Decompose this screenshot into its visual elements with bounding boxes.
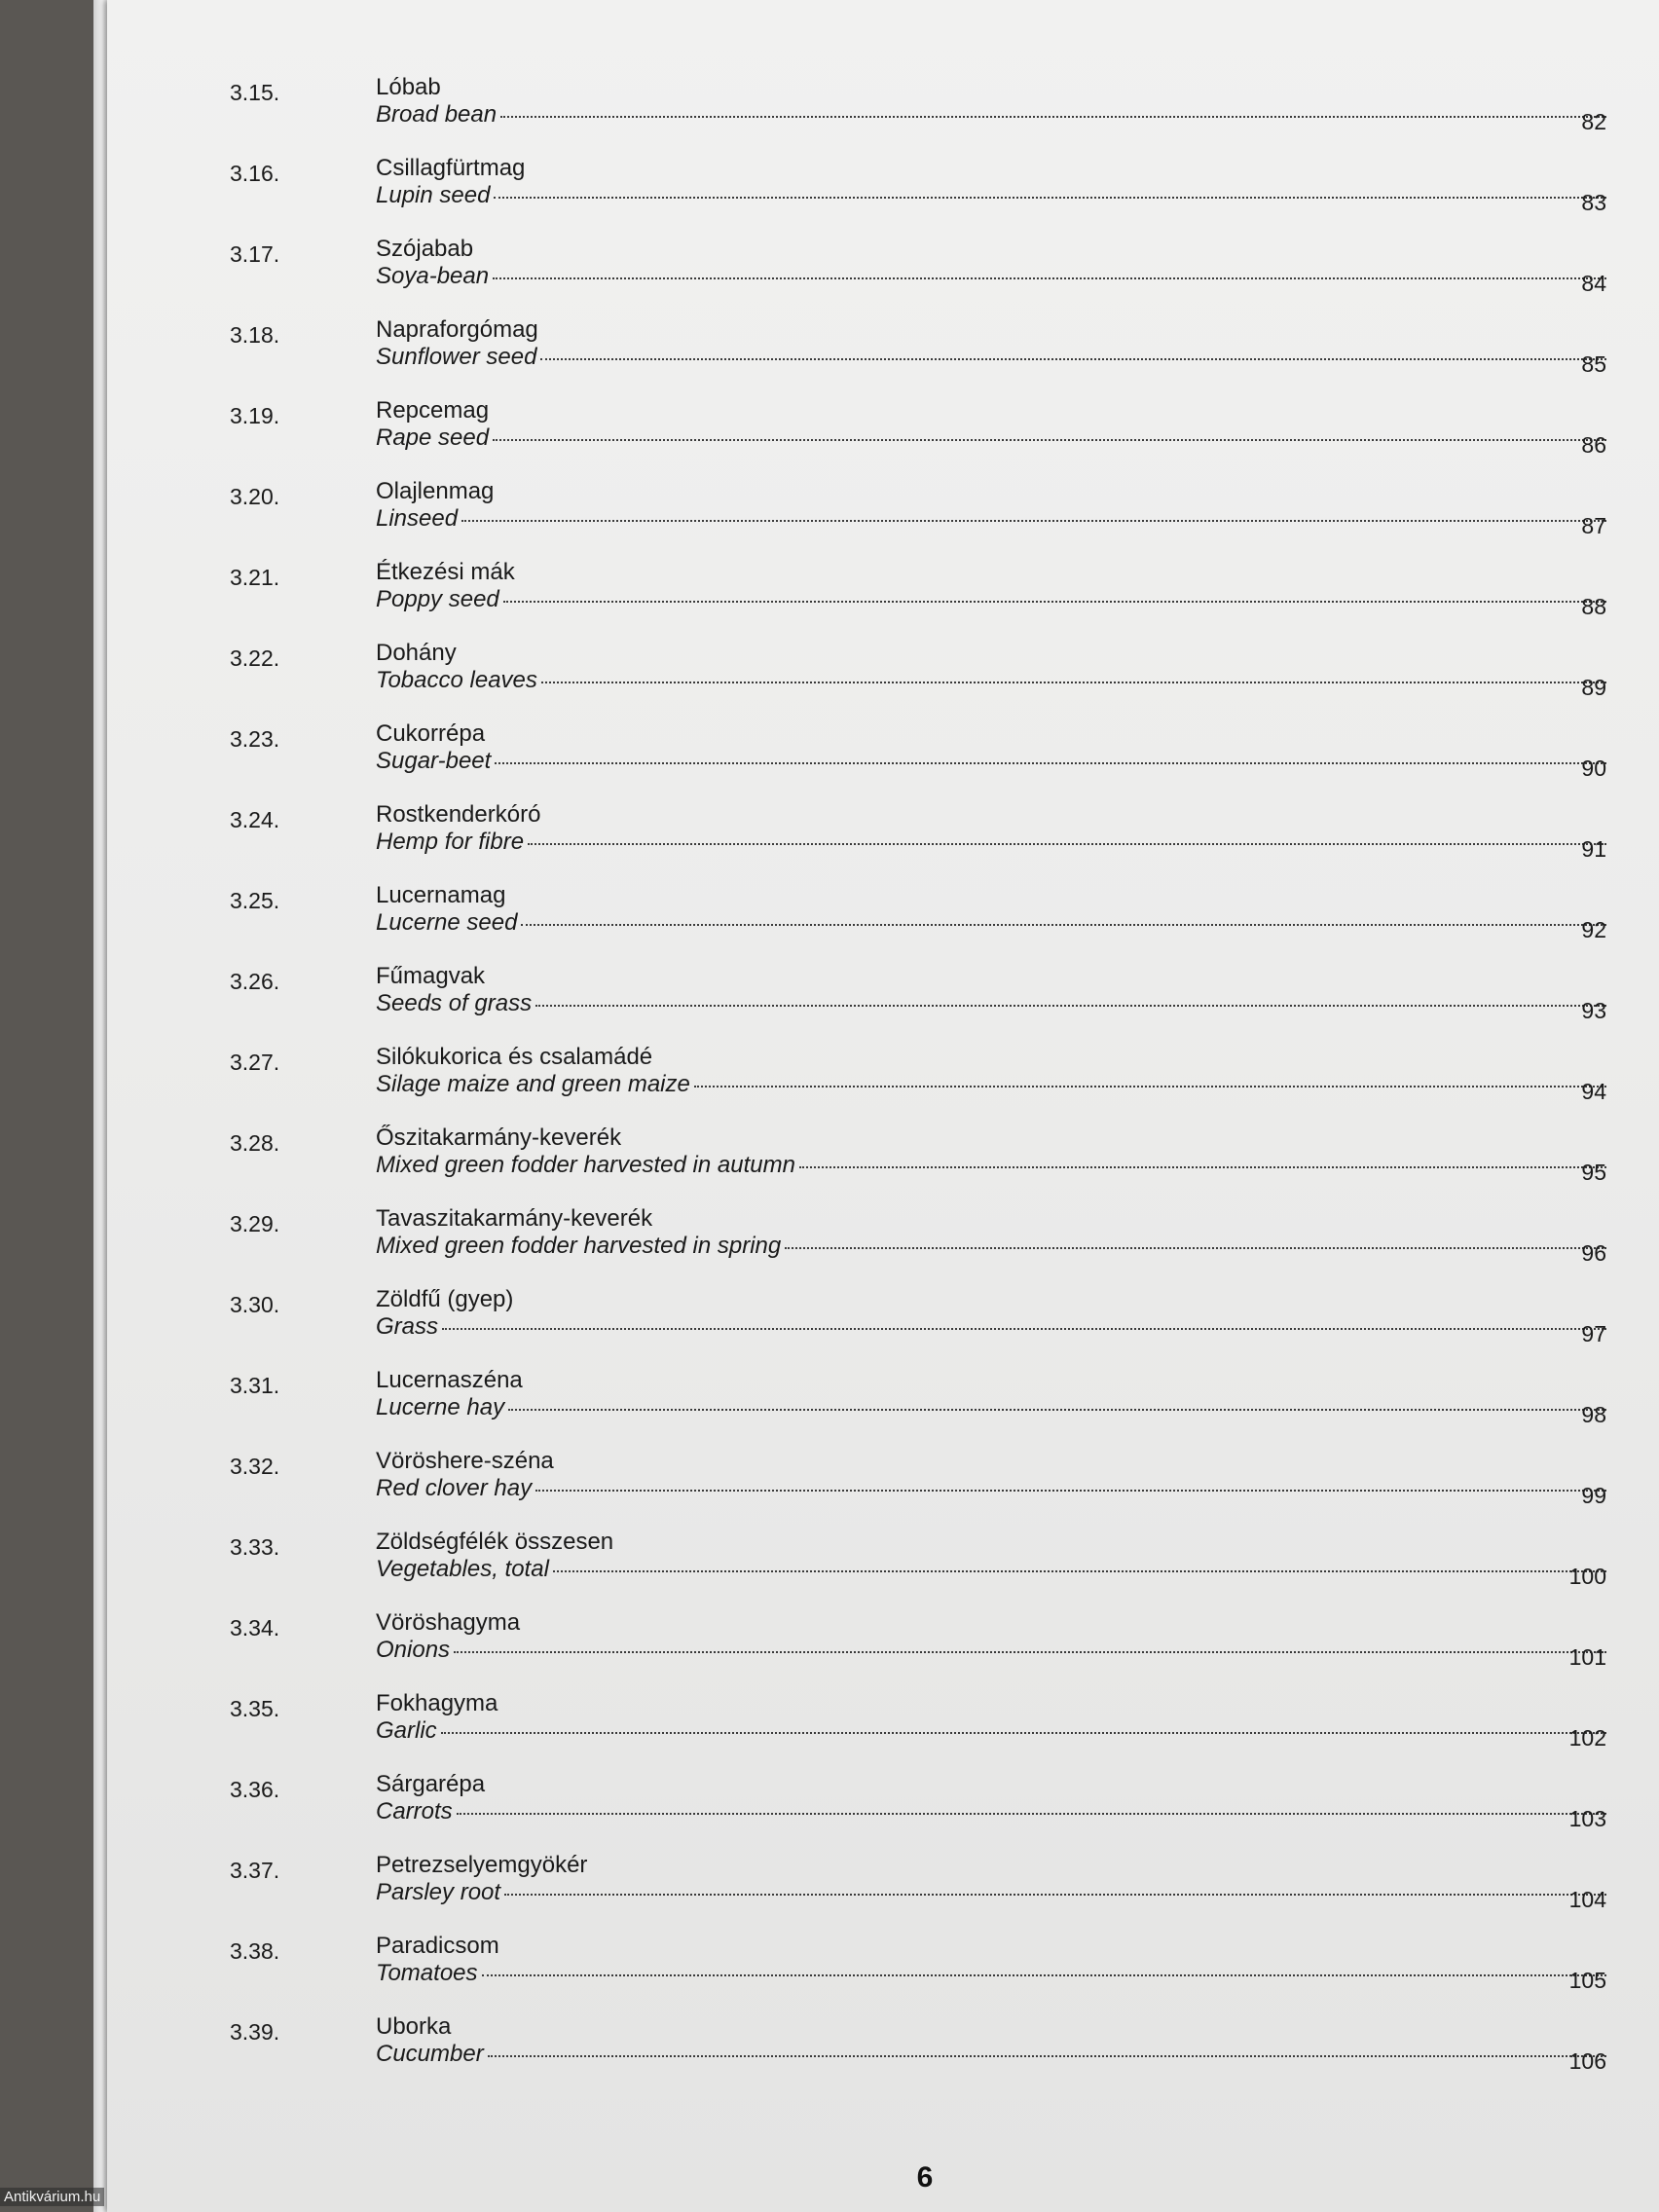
entry-title-hungarian: Napraforgómag	[376, 316, 538, 343]
entry-title-english: Hemp for fibre	[376, 829, 525, 855]
entry-title-hungarian: Tavaszitakarmány-keverék	[376, 1205, 653, 1232]
entry-page-number: 96	[1581, 1240, 1606, 1266]
entry-title-hungarian: Paradicsom	[376, 1933, 499, 1959]
entry-title-hungarian: Dohány	[376, 640, 457, 666]
page-number: 6	[916, 2161, 934, 2194]
entry-page-number: 94	[1581, 1079, 1606, 1104]
entry-page-number: 104	[1568, 1887, 1606, 1912]
entry-title-hungarian: Csillagfürtmag	[376, 155, 526, 181]
toc-entry	[107, 1933, 1659, 2013]
entry-english-line	[376, 1313, 1606, 1341]
entry-english-line	[376, 1071, 1606, 1098]
entry-page-number: 89	[1581, 675, 1606, 700]
entry-title-english: Lupin seed	[376, 182, 491, 208]
entry-page-number: 99	[1581, 1483, 1606, 1508]
entry-page-number: 84	[1581, 271, 1606, 296]
entry-english-line	[376, 1879, 1606, 1906]
entry-number: 3.36.	[230, 1777, 280, 1802]
entry-title-english: Rape seed	[376, 424, 490, 451]
entry-number: 3.33.	[230, 1534, 280, 1560]
toc-entry	[107, 1367, 1659, 1448]
entry-number: 3.17.	[230, 241, 280, 267]
toc-entry	[107, 882, 1659, 963]
dot-leader	[457, 1812, 1606, 1815]
entry-title-english: Sunflower seed	[376, 344, 537, 370]
toc-entry	[107, 155, 1659, 236]
toc-entry	[107, 316, 1659, 397]
entry-title-english: Grass	[376, 1313, 439, 1340]
dot-leader	[461, 519, 1606, 522]
toc-entry	[107, 1124, 1659, 1205]
entry-english-line	[376, 990, 1606, 1017]
entry-title-english: Carrots	[376, 1798, 453, 1825]
entry-page-number: 105	[1568, 1968, 1606, 1993]
entry-number: 3.16.	[230, 161, 280, 186]
toc-entry	[107, 236, 1659, 316]
entry-title-hungarian: Lóbab	[376, 74, 441, 100]
dot-leader	[493, 276, 1606, 279]
entry-english-line	[376, 2041, 1606, 2068]
entry-number: 3.24.	[230, 807, 280, 832]
entry-number: 3.30.	[230, 1292, 280, 1317]
entry-number: 3.28.	[230, 1130, 280, 1156]
entry-title-hungarian: Fokhagyma	[376, 1690, 498, 1716]
entry-page-number: 86	[1581, 432, 1606, 458]
entry-number: 3.20.	[230, 484, 280, 509]
dot-leader	[503, 600, 1606, 603]
entry-title-hungarian: Cukorrépa	[376, 720, 486, 747]
entry-page-number: 91	[1581, 836, 1606, 862]
entry-number: 3.25.	[230, 888, 280, 913]
entry-english-line	[376, 829, 1606, 856]
entry-english-line	[376, 909, 1606, 937]
entry-page-number: 90	[1581, 756, 1606, 781]
entry-english-line	[376, 667, 1606, 694]
entry-title-english: Mixed green fodder harvested in spring	[376, 1233, 782, 1259]
entry-page-number: 103	[1568, 1806, 1606, 1831]
entry-title-hungarian: Vöröshere-széna	[376, 1448, 554, 1474]
toc-entry	[107, 1852, 1659, 1933]
entry-number: 3.19.	[230, 403, 280, 428]
dot-leader	[495, 761, 1606, 764]
entry-page-number: 83	[1581, 190, 1606, 215]
entry-english-line	[376, 505, 1606, 533]
toc-entry	[107, 720, 1659, 801]
entry-number: 3.39.	[230, 2019, 280, 2045]
entry-title-english: Vegetables, total	[376, 1556, 549, 1582]
entry-title-english: Poppy seed	[376, 586, 499, 612]
entry-title-hungarian: Zöldségfélék összesen	[376, 1529, 614, 1555]
entry-title-hungarian: Fűmagvak	[376, 963, 486, 989]
entry-title-hungarian: Rostkenderkóró	[376, 801, 541, 828]
toc-entry	[107, 1690, 1659, 1771]
dot-leader	[528, 842, 1606, 845]
entry-title-english: Broad bean	[376, 101, 498, 128]
entry-page-number: 82	[1581, 109, 1606, 134]
entry-title-english: Linseed	[376, 505, 459, 532]
dot-leader	[500, 115, 1606, 118]
toc-entry	[107, 640, 1659, 720]
entry-page-number: 97	[1581, 1321, 1606, 1346]
dot-leader	[799, 1165, 1606, 1168]
entry-english-line	[376, 1152, 1606, 1179]
dot-leader	[521, 923, 1606, 926]
entry-title-hungarian: Lucernaszéna	[376, 1367, 523, 1393]
dot-leader	[494, 196, 1606, 199]
dot-leader	[493, 438, 1606, 441]
entry-number: 3.21.	[230, 565, 280, 590]
entry-english-line	[376, 1233, 1606, 1260]
toc-entry	[107, 74, 1659, 155]
entry-title-english: Silage maize and green maize	[376, 1071, 690, 1097]
dot-leader	[541, 681, 1606, 683]
dot-leader	[694, 1085, 1606, 1088]
toc-entry	[107, 559, 1659, 640]
entry-english-line	[376, 1394, 1606, 1421]
dot-leader	[482, 1973, 1606, 1976]
entry-title-english: Seeds of grass	[376, 990, 533, 1016]
entry-english-line	[376, 1717, 1606, 1745]
entry-title-english: Lucerne hay	[376, 1394, 505, 1420]
entry-page-number: 101	[1568, 1644, 1606, 1670]
toc-entry	[107, 2013, 1659, 2094]
toc-entry	[107, 1205, 1659, 1286]
entry-title-hungarian: Petrezselyemgyökér	[376, 1852, 588, 1878]
dot-leader	[535, 1489, 1606, 1492]
dot-leader	[785, 1246, 1606, 1249]
entry-page-number: 95	[1581, 1160, 1606, 1185]
entry-number: 3.23.	[230, 726, 280, 752]
entry-page-number: 100	[1568, 1564, 1606, 1589]
entry-title-hungarian: Olajlenmag	[376, 478, 495, 504]
dot-leader	[508, 1408, 1606, 1411]
entry-english-line	[376, 1960, 1606, 1987]
entry-page-number: 88	[1581, 594, 1606, 619]
entry-title-hungarian: Sárgarépa	[376, 1771, 486, 1797]
dot-leader	[488, 2054, 1606, 2057]
entry-english-line	[376, 263, 1606, 290]
entry-title-hungarian: Silókukorica és csalamádé	[376, 1044, 653, 1070]
toc-entry	[107, 1529, 1659, 1609]
entry-title-hungarian: Zöldfű (gyep)	[376, 1286, 514, 1312]
entry-english-line	[376, 182, 1606, 209]
entry-number: 3.27.	[230, 1050, 280, 1075]
entry-title-hungarian: Őszitakarmány-keverék	[376, 1124, 622, 1151]
toc-entry	[107, 1286, 1659, 1367]
dot-leader	[441, 1731, 1606, 1734]
entry-number: 3.35.	[230, 1696, 280, 1721]
document-page	[107, 0, 1659, 2212]
entry-title-hungarian: Uborka	[376, 2013, 452, 2040]
entry-number: 3.18.	[230, 322, 280, 348]
dot-leader	[540, 357, 1606, 360]
entry-title-english: Tomatoes	[376, 1960, 478, 1986]
entry-page-number: 98	[1581, 1402, 1606, 1427]
toc-entry	[107, 1609, 1659, 1690]
entry-number: 3.31.	[230, 1373, 280, 1398]
watermark: Antikvárium.hu	[0, 2188, 104, 2206]
entry-english-line	[376, 748, 1606, 775]
toc-entry	[107, 1771, 1659, 1852]
toc-entry	[107, 963, 1659, 1044]
entry-title-hungarian: Lucernamag	[376, 882, 506, 908]
entry-page-number: 87	[1581, 513, 1606, 538]
toc-entry	[107, 478, 1659, 559]
entry-english-line	[376, 1798, 1606, 1825]
entry-title-hungarian: Repcemag	[376, 397, 490, 424]
entry-title-english: Garlic	[376, 1717, 437, 1744]
table-of-contents	[107, 74, 1659, 2094]
entry-title-english: Tobacco leaves	[376, 667, 537, 693]
entry-title-hungarian: Étkezési mák	[376, 559, 515, 585]
entry-title-english: Soya-bean	[376, 263, 490, 289]
entry-number: 3.38.	[230, 1938, 280, 1964]
entry-title-english: Cucumber	[376, 2041, 484, 2067]
entry-page-number: 93	[1581, 998, 1606, 1023]
entry-english-line	[376, 1637, 1606, 1664]
dot-leader	[454, 1650, 1606, 1653]
entry-number: 3.34.	[230, 1615, 280, 1641]
dot-leader	[442, 1327, 1606, 1330]
entry-title-english: Sugar-beet	[376, 748, 492, 774]
dot-leader	[535, 1004, 1606, 1007]
entry-english-line	[376, 101, 1606, 129]
entry-number: 3.29.	[230, 1211, 280, 1236]
entry-english-line	[376, 1556, 1606, 1583]
entry-title-english: Parsley root	[376, 1879, 501, 1905]
entry-title-hungarian: Szójabab	[376, 236, 474, 262]
dot-leader	[553, 1569, 1606, 1572]
entry-page-number: 102	[1568, 1725, 1606, 1751]
toc-entry	[107, 1044, 1659, 1124]
entry-number: 3.22.	[230, 645, 280, 671]
toc-entry	[107, 801, 1659, 882]
entry-page-number: 106	[1568, 2048, 1606, 2074]
entry-english-line	[376, 344, 1606, 371]
entry-page-number: 92	[1581, 917, 1606, 942]
entry-number: 3.32.	[230, 1454, 280, 1479]
entry-number: 3.15.	[230, 80, 280, 105]
entry-english-line	[376, 586, 1606, 613]
entry-title-english: Onions	[376, 1637, 451, 1663]
toc-entry	[107, 397, 1659, 478]
entry-number: 3.26.	[230, 969, 280, 994]
entry-title-english: Mixed green fodder harvested in autumn	[376, 1152, 795, 1178]
entry-page-number: 85	[1581, 351, 1606, 377]
dot-leader	[504, 1893, 1606, 1896]
entry-number: 3.37.	[230, 1858, 280, 1883]
entry-title-english: Lucerne seed	[376, 909, 518, 936]
toc-entry	[107, 1448, 1659, 1529]
entry-english-line	[376, 1475, 1606, 1502]
entry-english-line	[376, 424, 1606, 452]
entry-title-english: Red clover hay	[376, 1475, 533, 1501]
entry-title-hungarian: Vöröshagyma	[376, 1609, 521, 1636]
